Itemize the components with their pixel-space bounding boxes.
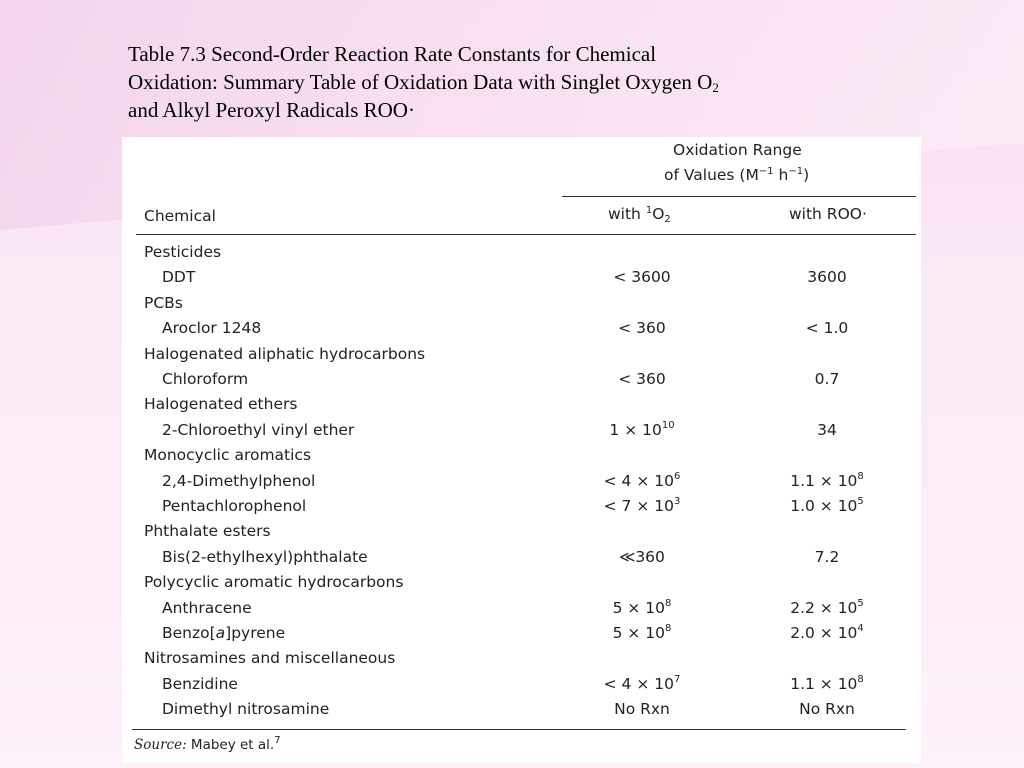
value-mantissa: < 3600 xyxy=(613,268,671,287)
value-mantissa: 1 × 10 xyxy=(609,420,662,439)
column-header-sup: 1 xyxy=(645,205,653,216)
chemical-name: Chloroform xyxy=(162,370,249,388)
value-mantissa: < 360 xyxy=(618,319,666,338)
chemical-name: Dimethyl nitrosamine xyxy=(162,700,330,719)
value-exponent: 8 xyxy=(665,597,672,609)
singlet-oxygen-value xyxy=(567,421,717,439)
singlet-oxygen-value xyxy=(567,599,717,617)
title-line-1: Table 7.3 Second-Order Reaction Rate Constants for Chemical xyxy=(128,42,657,66)
value-mantissa: 1.0 × 10 xyxy=(790,497,858,515)
group-header-exp-2: −1 xyxy=(788,166,804,177)
singlet-oxygen-value xyxy=(567,319,717,337)
slide-title xyxy=(128,40,868,124)
table-row xyxy=(122,548,921,573)
singlet-oxygen-value xyxy=(567,624,717,642)
chemical-name: Anthracene xyxy=(162,598,252,617)
chemical-name: Pentachlorophenol xyxy=(162,497,307,515)
category-name: Nitrosamines and miscellaneous xyxy=(144,649,396,668)
chemical-name: Benzidine xyxy=(162,674,238,693)
group-header-text: of Values (M xyxy=(664,166,759,184)
chemical-name-part: ]pyrene xyxy=(225,624,286,642)
category-name: Pesticides xyxy=(144,243,222,261)
value-mantissa: 2.0 × 10 xyxy=(790,624,858,642)
table-row xyxy=(122,675,921,700)
value-exponent: 6 xyxy=(673,470,681,482)
category-row xyxy=(122,395,921,420)
group-header-line-1: Oxidation Range xyxy=(673,141,802,159)
table-row xyxy=(122,421,921,446)
source-text: Mabey et al. xyxy=(186,737,275,753)
peroxyl-value xyxy=(752,599,902,617)
chemical-name: DDT xyxy=(162,268,196,287)
category-row xyxy=(122,345,921,370)
category-name: Phthalate esters xyxy=(144,522,271,541)
value-mantissa: 2.2 × 10 xyxy=(790,598,858,617)
peroxyl-value xyxy=(752,675,902,693)
value-exponent: 5 xyxy=(857,597,864,609)
table-row xyxy=(122,599,921,624)
value-mantissa: 7.2 xyxy=(814,547,840,566)
column-header-sub: 2 xyxy=(664,214,671,225)
peroxyl-value xyxy=(752,548,902,566)
table-row xyxy=(122,472,921,497)
value-exponent: 8 xyxy=(857,673,864,685)
singlet-oxygen-value xyxy=(567,472,717,490)
value-mantissa: 5 × 10 xyxy=(612,598,666,617)
peroxyl-value xyxy=(752,268,902,286)
category-name: Halogenated aliphatic hydrocarbons xyxy=(144,344,426,363)
value-mantissa: 3600 xyxy=(807,268,847,287)
title-line-2-text: Oxidation: Summary Table of Oxidation Data with Singlet Oxygen O xyxy=(128,70,713,94)
value-mantissa: No Rxn xyxy=(614,700,670,719)
source-label: Source: xyxy=(134,737,187,753)
category-row xyxy=(122,649,921,674)
category-name: PCBs xyxy=(144,293,183,312)
value-exponent: 5 xyxy=(857,496,864,507)
value-exponent: 10 xyxy=(661,419,675,431)
value-mantissa: No Rxn xyxy=(799,700,855,719)
chemical-name: Bis(2-ethylhexyl)phthalate xyxy=(162,547,368,566)
value-exponent: 8 xyxy=(665,623,672,634)
source-note xyxy=(134,737,281,753)
source-reference: 7 xyxy=(274,735,281,746)
value-exponent: 3 xyxy=(673,496,681,507)
value-mantissa: 34 xyxy=(817,420,837,439)
group-header-close: ) xyxy=(803,166,810,184)
category-name: Polycyclic aromatic hydrocarbons xyxy=(144,573,404,592)
singlet-oxygen-value xyxy=(567,370,717,388)
chemical-name: Aroclor 1248 xyxy=(162,319,262,338)
header-rule xyxy=(136,234,916,235)
peroxyl-value xyxy=(752,700,902,718)
value-mantissa: ≪360 xyxy=(619,547,665,566)
column-header-o: O xyxy=(652,205,665,223)
peroxyl-value xyxy=(752,319,902,337)
chemical-name-part: a xyxy=(215,624,226,642)
title-line-3: and Alkyl Peroxyl Radicals ROO· xyxy=(128,98,415,122)
table-row xyxy=(122,497,921,522)
oxidation-table xyxy=(122,137,921,763)
category-name: Halogenated ethers xyxy=(144,395,298,414)
value-mantissa: 1.1 × 10 xyxy=(790,674,858,693)
singlet-oxygen-value xyxy=(567,548,717,566)
peroxyl-value xyxy=(752,421,902,439)
value-mantissa: < 4 × 10 xyxy=(603,471,674,490)
value-mantissa: < 4 × 10 xyxy=(603,674,674,693)
value-exponent: 7 xyxy=(673,673,681,685)
category-row xyxy=(122,573,921,598)
value-mantissa: < 7 × 10 xyxy=(603,497,674,515)
column-header-singlet-oxygen xyxy=(608,205,671,223)
table-row xyxy=(122,268,921,293)
peroxyl-value xyxy=(752,472,902,490)
value-mantissa: 5 × 10 xyxy=(612,624,666,642)
peroxyl-value xyxy=(752,624,902,642)
table-row xyxy=(122,700,921,725)
column-header-chemical: Chemical xyxy=(144,207,216,225)
singlet-oxygen-value xyxy=(567,675,717,693)
category-row xyxy=(122,294,921,319)
category-row xyxy=(122,522,921,547)
category-name: Monocyclic aromatics xyxy=(144,446,312,465)
group-header-rule xyxy=(562,196,916,197)
peroxyl-value xyxy=(752,497,902,515)
column-header-with: with xyxy=(608,205,646,223)
value-mantissa: 1.1 × 10 xyxy=(790,471,858,490)
group-header-exp-1: −1 xyxy=(758,166,774,177)
group-header-unit: h xyxy=(773,166,789,184)
singlet-oxygen-value xyxy=(567,700,717,718)
table-row xyxy=(122,370,921,395)
chemical-name: 2,4-Dimethylphenol xyxy=(162,471,316,490)
column-header-peroxyl: with ROO· xyxy=(789,205,867,223)
value-exponent: 4 xyxy=(857,623,864,634)
bottom-rule xyxy=(132,729,906,730)
table-row xyxy=(122,319,921,344)
singlet-oxygen-value xyxy=(567,268,717,286)
table-row xyxy=(122,624,921,649)
chemical-name: 2-Chloroethyl vinyl ether xyxy=(162,420,355,439)
value-exponent: 8 xyxy=(857,470,864,482)
value-mantissa: < 360 xyxy=(618,370,666,388)
singlet-oxygen-value xyxy=(567,497,717,515)
title-subscript: 2 xyxy=(712,80,719,95)
value-mantissa: < 1.0 xyxy=(805,319,849,338)
chemical-name xyxy=(162,624,285,642)
group-header-line-2 xyxy=(664,166,809,184)
chemical-name-part: Benzo[ xyxy=(162,624,216,642)
peroxyl-value xyxy=(752,370,902,388)
value-mantissa: 0.7 xyxy=(814,370,840,388)
title-line-2 xyxy=(128,68,868,96)
category-row xyxy=(122,243,921,268)
category-row xyxy=(122,446,921,471)
